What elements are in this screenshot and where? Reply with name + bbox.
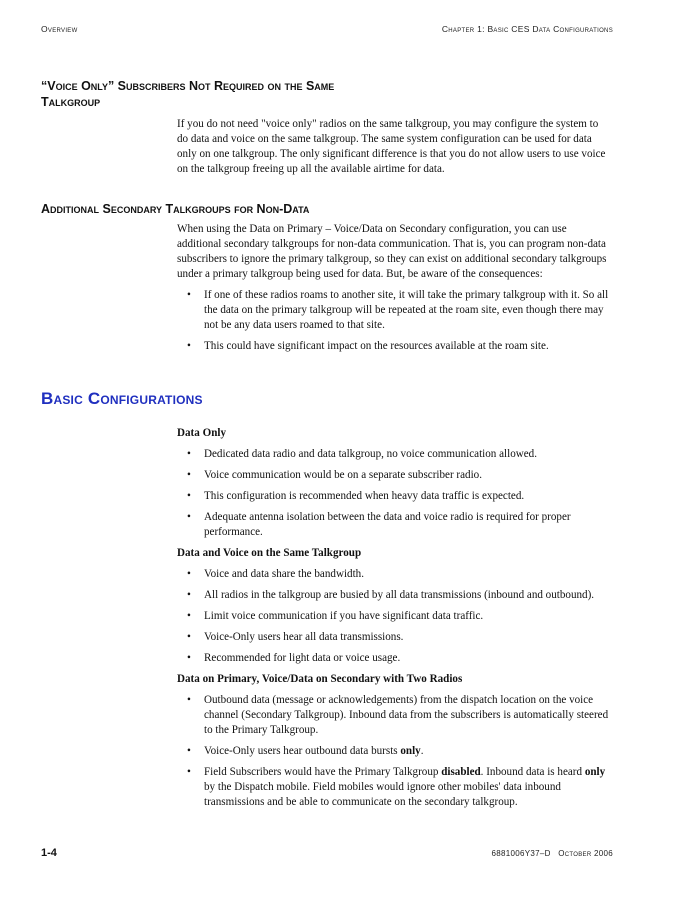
bullet-list (177, 288, 612, 354)
list-item: • Adequate antenna isolation between the data and voice radio is required for proper performance. (187, 511, 571, 538)
list-item: • Field Subscribers would have the Primary Talkgroup disabled. Inbound data is heard only by the Dispatch mobile. Field mobiles would ignore other mobiles' data inbound transmissions and be able to communicate on the secondary talkgroup. (187, 766, 606, 808)
bullet-icon: • (187, 652, 191, 664)
section-body-secondary-talkgroups (177, 222, 612, 360)
list-item: • Voice and data share the bandwidth. (187, 568, 364, 580)
bullet-list (177, 567, 612, 666)
list-item: • Dedicated data radio and data talkgroup, no voice communication allowed. (187, 448, 538, 460)
list-item: • Voice-Only users hear all data transmissions. (187, 631, 404, 643)
chapter-section-title: Basic Configurations (41, 389, 203, 408)
bullet-icon: • (187, 745, 191, 757)
list-item: • Limit voice communication if you have significant data traffic. (187, 610, 484, 622)
bullet-icon: • (187, 490, 191, 502)
bullet-icon: • (187, 631, 191, 643)
paragraph: When using the Data on Primary – Voice/Data on Secondary configuration, you can use additional secondary talkgroups for non-data communication. That is, you can program non-data subscribers to ignore the primary talkgroup, so they can exist on additional secondary talkgroups under a primary talkgroup being used for data. But, be aware of the consequences: (177, 223, 607, 280)
bullet-icon: • (187, 589, 191, 601)
bullet-icon: • (187, 448, 191, 460)
section-body-voice-only (177, 117, 612, 177)
subheading-data-only: Data Only (177, 427, 227, 439)
section-heading-secondary-talkgroups: Additional Secondary Talkgroups for Non-Data (41, 202, 310, 216)
bullet-icon: • (187, 511, 191, 523)
list-item: • Voice communication would be on a separate subscriber radio. (187, 469, 482, 481)
list-item: • This could have significant impact on the resources available at the roam site. (187, 340, 549, 352)
bullet-icon: • (187, 568, 191, 580)
bullet-list (177, 447, 612, 540)
bullet-icon: • (187, 766, 191, 778)
running-header-left: Overview (41, 24, 78, 34)
section-heading-line1: “Voice Only” Subscribers Not Required on the Same (41, 79, 335, 93)
paragraph: If you do not need "voice only" radios on the same talkgroup, you may configure the system to do data and voice on the same talkgroup. The same system configuration can be used for data only on one talkgroup. The only significant difference is that you do not allow users to use voice on the talkgroup freeing up all the available airtime for data. (177, 118, 606, 175)
basic-configurations-body (177, 426, 612, 816)
bullet-icon: • (187, 289, 191, 301)
bullet-icon: • (187, 340, 191, 352)
page-number: 1-4 (41, 847, 57, 859)
bullet-list (177, 693, 612, 810)
bullet-icon: • (187, 610, 191, 622)
list-item: • All radios in the talkgroup are busied by all data transmissions (inbound and outbound). (187, 589, 595, 601)
document-id: 6881006Y37–D October 2006 (491, 849, 613, 858)
subheading-data-and-voice: Data and Voice on the Same Talkgroup (177, 547, 362, 559)
running-header-right: Chapter 1: Basic CES Data Configurations (441, 24, 613, 34)
bullet-icon: • (187, 469, 191, 481)
list-item: • If one of these radios roams to another site, it will take the primary talkgroup with it. So all the data on the primary talkgroup will be repeated at the roam site, even though there may not be any data users roamed to that site. (187, 289, 609, 331)
list-item: • This configuration is recommended when heavy data traffic is expected. (187, 490, 525, 502)
list-item: • Voice-Only users hear outbound data bursts only. (187, 745, 424, 757)
section-heading-line2: Talkgroup (41, 95, 101, 109)
bullet-icon: • (187, 694, 191, 706)
list-item: • Recommended for light data or voice usage. (187, 652, 401, 664)
section-heading-voice-only (41, 78, 461, 110)
list-item: • Outbound data (message or acknowledgements) from the dispatch location on the voice channel (Secondary Talkgroup). Inbound data from the subscribers is automatically steered to the Primary Talkgroup. (187, 694, 609, 736)
subheading-data-on-primary: Data on Primary, Voice/Data on Secondary with Two Radios (177, 673, 463, 685)
